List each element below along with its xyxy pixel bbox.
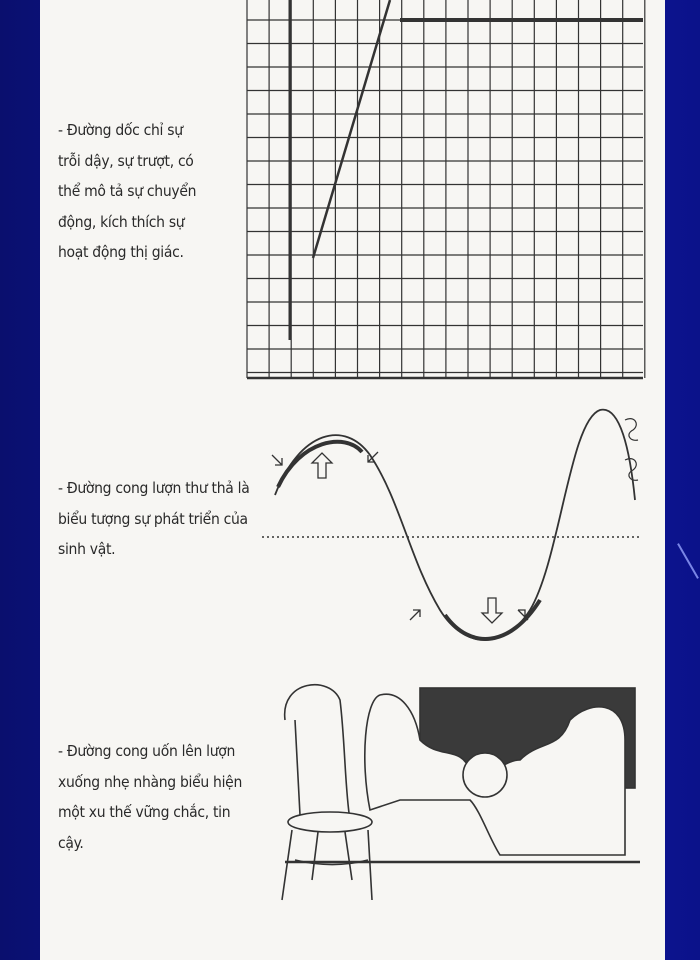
caption-line: cậy. [58, 833, 84, 852]
caption-line: hoạt động thị giác. [58, 243, 184, 261]
caption-curve-line [58, 736, 242, 858]
caption-line: xuống nhẹ nhàng biểu hiện [58, 772, 242, 791]
furniture-figure [282, 685, 640, 900]
arrow-icon [272, 455, 282, 465]
chair-back [285, 685, 350, 820]
grid-figure [247, 0, 645, 378]
chair-seat [288, 812, 372, 832]
up-arrow-icon [312, 453, 332, 478]
caption-line: động, kích thích sự [58, 212, 185, 231]
caption-line: - Đường dốc chỉ sự [58, 121, 183, 139]
down-arrow-icon [482, 598, 502, 623]
chair-legs [282, 830, 372, 900]
caption-line: trỗi dậy, sự trượt, có [58, 151, 194, 170]
caption-line: - Đường cong uốn lên lượn [58, 742, 236, 760]
caption-line: biểu tượng sự phát triển của [58, 509, 248, 528]
wave-crest-highlight [278, 442, 362, 487]
caption-line: - Đường cong lượn thư thả là [58, 479, 250, 497]
caption-line: sinh vật. [58, 540, 116, 558]
caption-line: một xu thế vững chắc, tin [58, 803, 231, 821]
slope-line [313, 0, 390, 258]
caption-wave-line [58, 473, 249, 565]
wave-figure [262, 410, 640, 640]
arrow-icon [410, 610, 420, 620]
caption-slope-line [58, 115, 196, 268]
caption-line: thể mô tả sự chuyển [58, 182, 197, 200]
sofa-cushion [463, 753, 507, 797]
wave-trough-highlight [445, 600, 540, 639]
